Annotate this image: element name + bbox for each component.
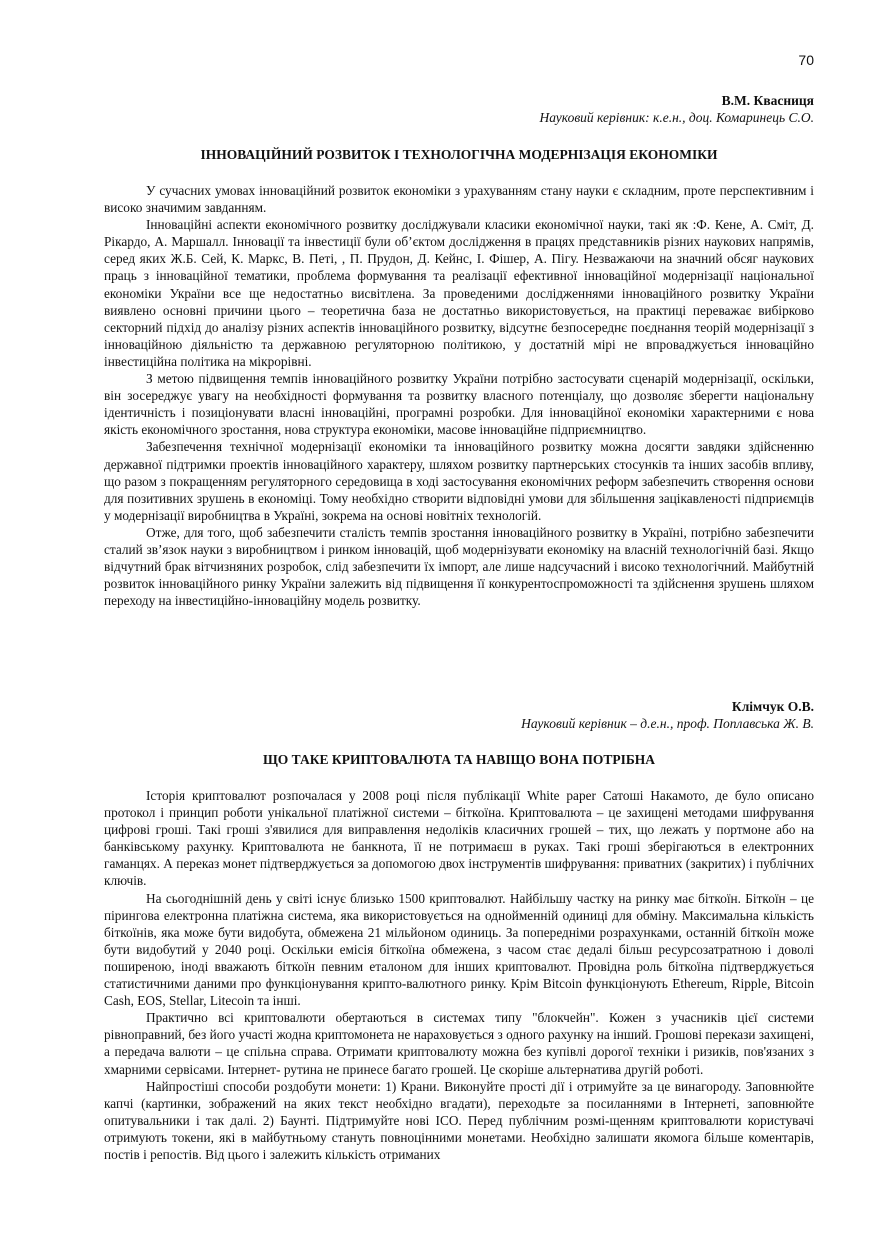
paragraph: Практично всі криптовалюти обертаються в системах типу "блокчейн". Кожен з учасників цієї системи рівноправний, без його участі жодна криптомонета не нараховується з одного рахунку на інший. Грошові перекази захищені, а передача валюти – це спільна справа. Отримати криптовалюту можна без купівлі дорогої техніки і ризиків, пов'язаних з хмарними сервісами. Інтернет- рутина не принесе багато грошей. Це скоріше альтернатива другій роботі. [104, 1010, 814, 1077]
scientific-advisor: Науковий керівник – д.е.н., проф. Поплавська Ж. В. [521, 716, 814, 731]
paragraph: Забезпечення технічної модернізації економіки та інноваційного розвитку можна досягти завдяки здійсненню державної підтримки проектів інноваційного характеру, шляхом розвитку партнерських стосунків та інших засобів впливу, що разом з покращенням регуляторного середовища в ході застосування економічних реформ забезпечить створення основи для позитивних зрушень в економіці. Тому необхідно створити відповідні умови для збільшення зацікавленості підприємців у модернізації виробництва в Україні, зокрема на основі новітніх технологій. [104, 439, 814, 523]
paragraph: У сучасних умовах інноваційний розвиток економіки з урахуванням стану науки є складним, проте перспективним і високо значимим завданням. [104, 183, 814, 216]
page-number: 70 [798, 52, 814, 68]
paragraph: Найпростіші способи роздобути монети: 1) Крани. Виконуйте прості дії і отримуйте за це винагороду. Заповнюйте капчі (картинки, зображений на яких текст необхідно вгадати), переходьте за посиланнями в Інтернеті, заповнюйте опитувальники і так далі. 2) Баунті. Підтримуйте нові ICO. Перед публічним розмі-щенням криптовалюти користувачі отримують токени, які в майбутньому стануть повноцінними монетами. Необхідно залишати якомога більше коментарів, постів і репостів. Від цього і залежить кількість отриманих [104, 1078, 814, 1162]
author-name: Клімчук О.В. [731, 699, 814, 714]
paragraph: Історія криптовалют розпочалася у 2008 році після публікації White paper Сатоші Накамото, де було описано протокол і принцип роботи унікальної платіжної системи – біткоїна. Криптовалюта – це захищені методами шифрування цифрові гроші. Такі гроші з'явилися для виправлення недоліків класичних грошей – тих, що лежать у портмоне або на банківському рахунку. Криптовалюта не банкнота, її не потримаєш в руках. Такі гроші зберігаються в електронних гаманцях. А переказ монет підтверджується за допомогою двох інструментів шифрування: приватних (закритих) і публічних ключів. [104, 788, 814, 889]
article-cryptocurrency [104, 698, 814, 1163]
article-innovation [104, 92, 814, 609]
article-title: ЩО ТАКЕ КРИПТОВАЛЮТА ТА НАВІЩО ВОНА ПОТРІБНА [262, 752, 656, 767]
paragraph: З метою підвищення темпів інноваційного розвитку України потрібно застосувати сценарій модернізації, оскільки, він зосереджує увагу на необхідності формування та розвитку власного потенціалу, що дозволяє зберегти національну ідентичність і позиціонувати власні інноваційні, програмні розробки. Для інноваційної економіки характерними є нова якість економічного зростання, нова структура економіки, масове інноваційне підприємництво. [104, 371, 814, 438]
author-name: В.М. Квасниця [721, 93, 814, 108]
paragraph: На сьогоднішній день у світі існує близько 1500 криптовалют. Найбільшу частку на ринку має біткоїн. Біткоїн – це пірингова електронна платіжна система, яка використовується на однойменній одиниці для обміну. Максимальна кількість біткоїнів, яка може бути видобута, обмежена 21 мільйоном одиниць. За попередніми розрахунками, останній біткоїн може бути видобутий у 2040 році. Оскільки емісія біткоїна обмежена, з часом стає дедалі більш ресурсозатратною і доволі поширеною, іноді вважають біткоїн певним еталоном для інших криптовалют. Провідна роль біткоїна підтверджується статистичними даними про функціонування крипто-валютного ринку. Крім Bitcoin функціонують Ethereum, Ripple, Bitcoin Cash, EOS, Stellar, Litecoin та інші. [104, 890, 814, 1009]
scientific-advisor: Науковий керівник: к.е.н., доц. Комаринець С.О. [539, 110, 814, 125]
paragraph: Отже, для того, щоб забезпечити сталість темпів зростання інноваційного розвитку в Україні, потрібно забезпечити сталий зв’язок науки з виробництвом і ринком інновацій, щоб модернізувати економіку на власній технологічній базі. Якщо відчутний брак вітчизняних розробок, слід забезпечити їх імпорт, але лише надсучасний і високо технологічний. Майбутній розвиток інноваційного ринку України залежить від підвищення її конкурентоспроможності та здійснення зрушень шляхом переходу на інвестиційно-інноваційну модель розвитку. [104, 524, 814, 609]
article-title: ІННОВАЦІЙНИЙ РОЗВИТОК І ТЕХНОЛОГІЧНА МОДЕРНІЗАЦІЯ ЕКОНОМІКИ [200, 147, 718, 162]
paragraph: Інноваційні аспекти економічного розвитку досліджували класики економічної науки, такі як :Ф. Кене, А. Сміт, Д. Рікардо, А. Маршалл. Інновації та інвестиції були об’єктом дослідження в працях представників різних наукових напрямів, серед яких Ж.Б. Сей, К. Маркс, В. Петі, , П. Прудон, Д. Кейнс, І. Фішер, А. Пігу. Незважаючи на значний обсяг наукових праць з інноваційної тематики, проблема формування та реалізації ефективної інноваційної модернізації національної економіки України все ще недостатньо висвітлена. За проведеними дослідженнями інноваційного розвитку України виявлено основні причини цього – теоретична база не достатньо використовується, на практиці переважає вибірково секторний підхід до аналізу різних аспектів інноваційного розвитку, відсутнє безпосереднє поєднання теорій модернізації з інноваційною діяльністю та державною регуляторною політикою, у достатній мірі не впроваджується інноваційно інвестиційна політика на мікрорівні. [104, 217, 814, 369]
